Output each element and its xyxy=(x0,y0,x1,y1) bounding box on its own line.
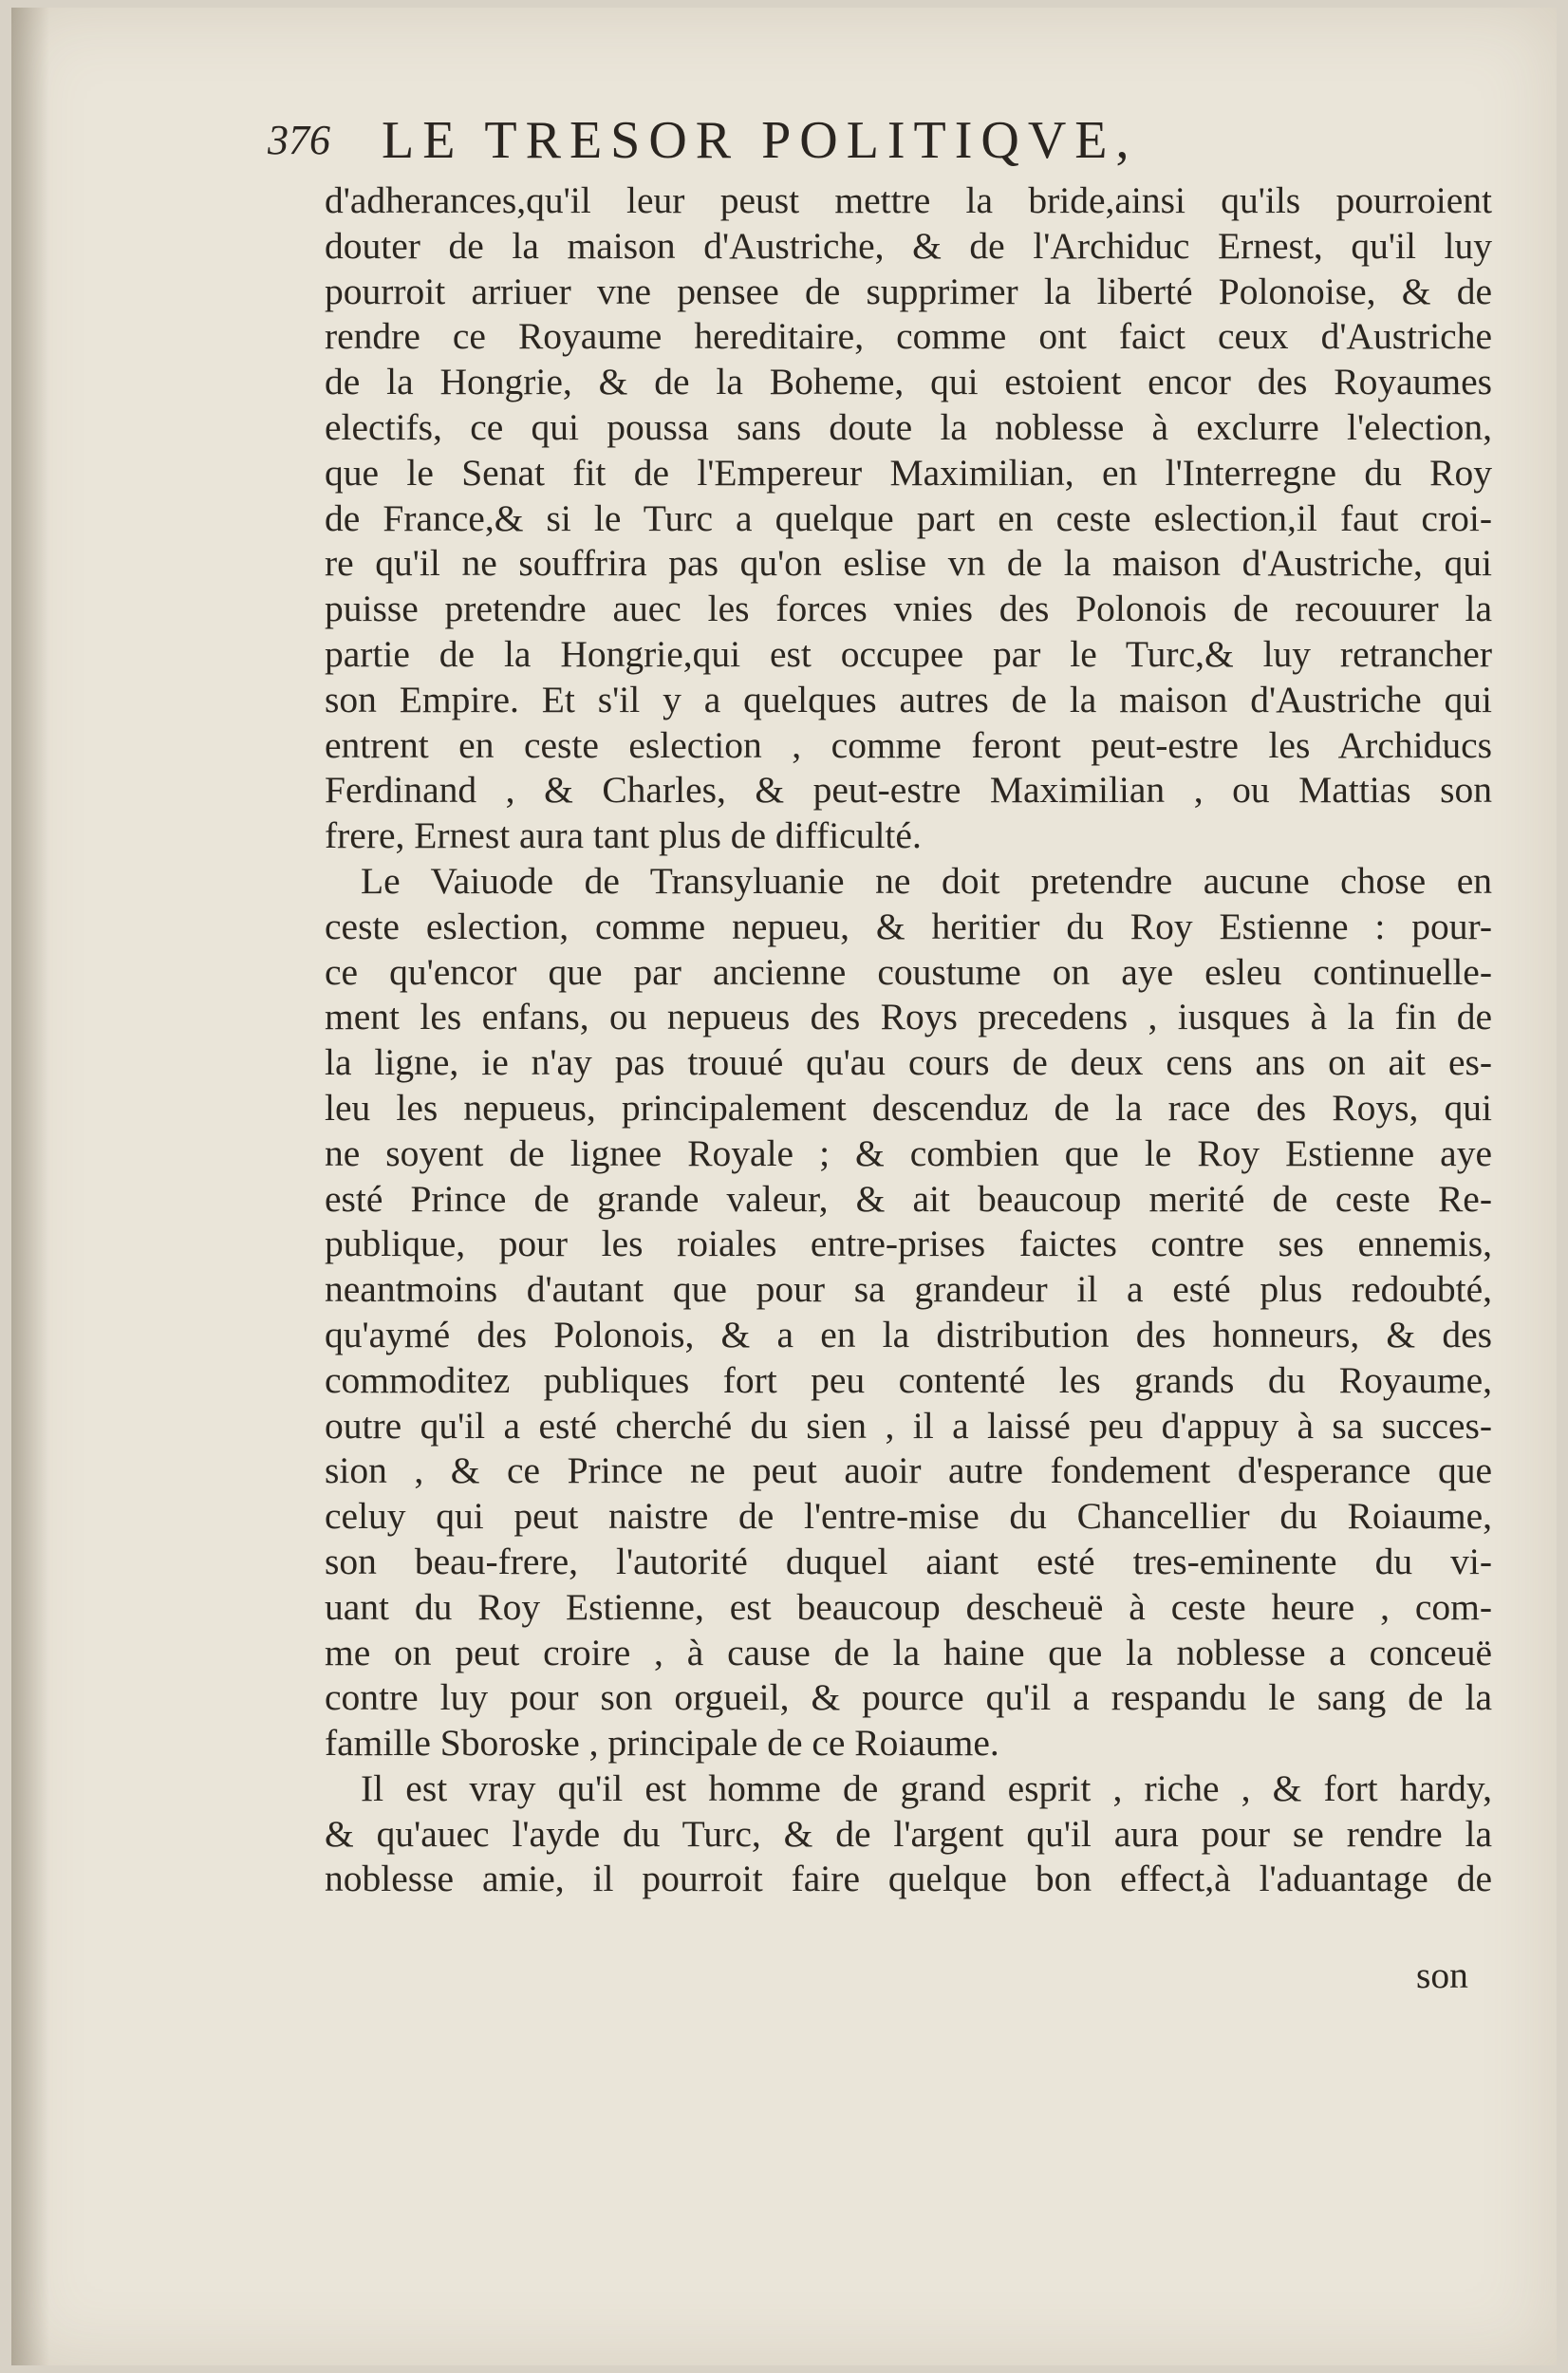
text-line: ment les enfans, ou nepueus des Roys precedens , iusques à la fin de xyxy=(325,996,1492,1038)
text-line: publique, pour les roiales entre-prises faictes contre ses ennemis, xyxy=(325,1223,1492,1265)
text-line: pourroit arriuer vne pensee de supprimer la liberté Polonoise, & de xyxy=(325,270,1492,312)
text-line: rendre ce Royaume hereditaire, comme ont faict ceux d'Austriche xyxy=(325,315,1492,358)
text-line: neantmoins d'autant que pour sa grandeur il a esté plus redoubté, xyxy=(325,1268,1492,1311)
binding-gutter-shadow xyxy=(11,8,49,2365)
text-line: de France,& si le Turc a quelque part en ceste eslection,il faut croi- xyxy=(325,496,1492,539)
text-line: sion , & ce Prince ne peut auoir autre fondement d'esperance que xyxy=(325,1449,1492,1492)
book-page xyxy=(11,8,1557,2365)
text-line: douter de la maison d'Austriche, & de l'Archiduc Ernest, qu'il luy xyxy=(325,224,1492,267)
page-header xyxy=(268,103,1388,169)
text-line: puisse pretendre auec les forces vnies des Polonois de recouurer la xyxy=(325,588,1492,630)
text-line: Ferdinand , & Charles, & peut-estre Maximilian , ou Mattias son xyxy=(325,769,1492,812)
text-line: commoditez publiques fort peu contenté les grands du Royaume, xyxy=(325,1358,1492,1401)
text-line: & qu'auec l'ayde du Turc, & de l'argent qu'il aura pour se rendre la xyxy=(325,1812,1492,1855)
text-line: leu les nepueus, principalement descenduz de la race des Roys, qui xyxy=(325,1086,1492,1129)
text-line: que le Senat fit de l'Empereur Maximilian, en l'Interregne du Roy xyxy=(325,451,1492,494)
text-line: esté Prince de grande valeur, & ait beaucoup merité de ceste Re- xyxy=(325,1177,1492,1220)
text-line: famille Sboroske , principale de ce Roiaume. xyxy=(325,1722,999,1765)
text-line: ce qu'encor que par ancienne coustume on aye esleu continuelle- xyxy=(325,950,1492,993)
text-line: frere, Ernest aura tant plus de difficulté. xyxy=(325,814,922,857)
text-line: ne soyent de lignee Royale ; & combien que le Roy Estienne aye xyxy=(325,1131,1492,1174)
text-line: re qu'il ne souffrira pas qu'on eslise vn de la maison d'Austriche, qui xyxy=(325,542,1492,585)
text-line: son beau-frere, l'autorité duquel aiant esté tres-eminente du vi- xyxy=(325,1540,1492,1582)
text-line: noblesse amie, il pourroit faire quelque bon effect,à l'aduantage de xyxy=(325,1858,1492,1900)
text-line: d'adherances,qu'il leur peust mettre la bride,ainsi qu'ils pourroient xyxy=(325,179,1492,221)
text-line: celuy qui peut naistre de l'entre-mise du Chancellier du Roiaume, xyxy=(325,1495,1492,1538)
body-text xyxy=(325,178,1492,1902)
text-line: de la Hongrie, & de la Boheme, qui estoient encor des Royaumes xyxy=(325,361,1492,403)
text-line: son Empire. Et s'il y a quelques autres de la maison d'Austriche qui xyxy=(325,678,1492,720)
text-line: entrent en ceste eslection , comme feront peut-estre les Archiducs xyxy=(325,723,1492,766)
text-line: qu'aymé des Polonois, & a en la distribution des honneurs, & des xyxy=(325,1313,1492,1355)
text-line: Il est vray qu'il est homme de grand esprit , riche , & fort hardy, xyxy=(361,1766,1492,1809)
running-title: LE TRESOR POLITIQVE, xyxy=(382,111,1138,170)
page-number: 376 xyxy=(268,117,330,163)
text-line: contre luy pour son orgueil, & pource qu'il a respandu le sang de la xyxy=(325,1676,1492,1719)
text-line: electifs, ce qui poussa sans doute la noblesse à exclurre l'election, xyxy=(325,405,1492,448)
text-line: Le Vaiuode de Transyluanie ne doit pretendre aucune chose en xyxy=(361,859,1492,902)
text-line: me on peut croire , à cause de la haine que la noblesse a conceuë xyxy=(325,1631,1492,1673)
text-line: la ligne, ie n'ay pas trouué qu'au cours de deux cens ans on ait es- xyxy=(325,1041,1492,1084)
text-line: uant du Roy Estienne, est beaucoup descheuë à ceste heure , com- xyxy=(325,1585,1492,1628)
text-line: partie de la Hongrie,qui est occupee par le Turc,& luy retrancher xyxy=(325,632,1492,675)
text-line: ceste eslection, comme nepueu, & heritier du Roy Estienne : pour- xyxy=(325,905,1492,947)
catchword: son xyxy=(1416,1954,1468,1996)
text-line: outre qu'il a esté cherché du sien , il a laissé peu d'appuy à sa succes- xyxy=(325,1404,1492,1447)
